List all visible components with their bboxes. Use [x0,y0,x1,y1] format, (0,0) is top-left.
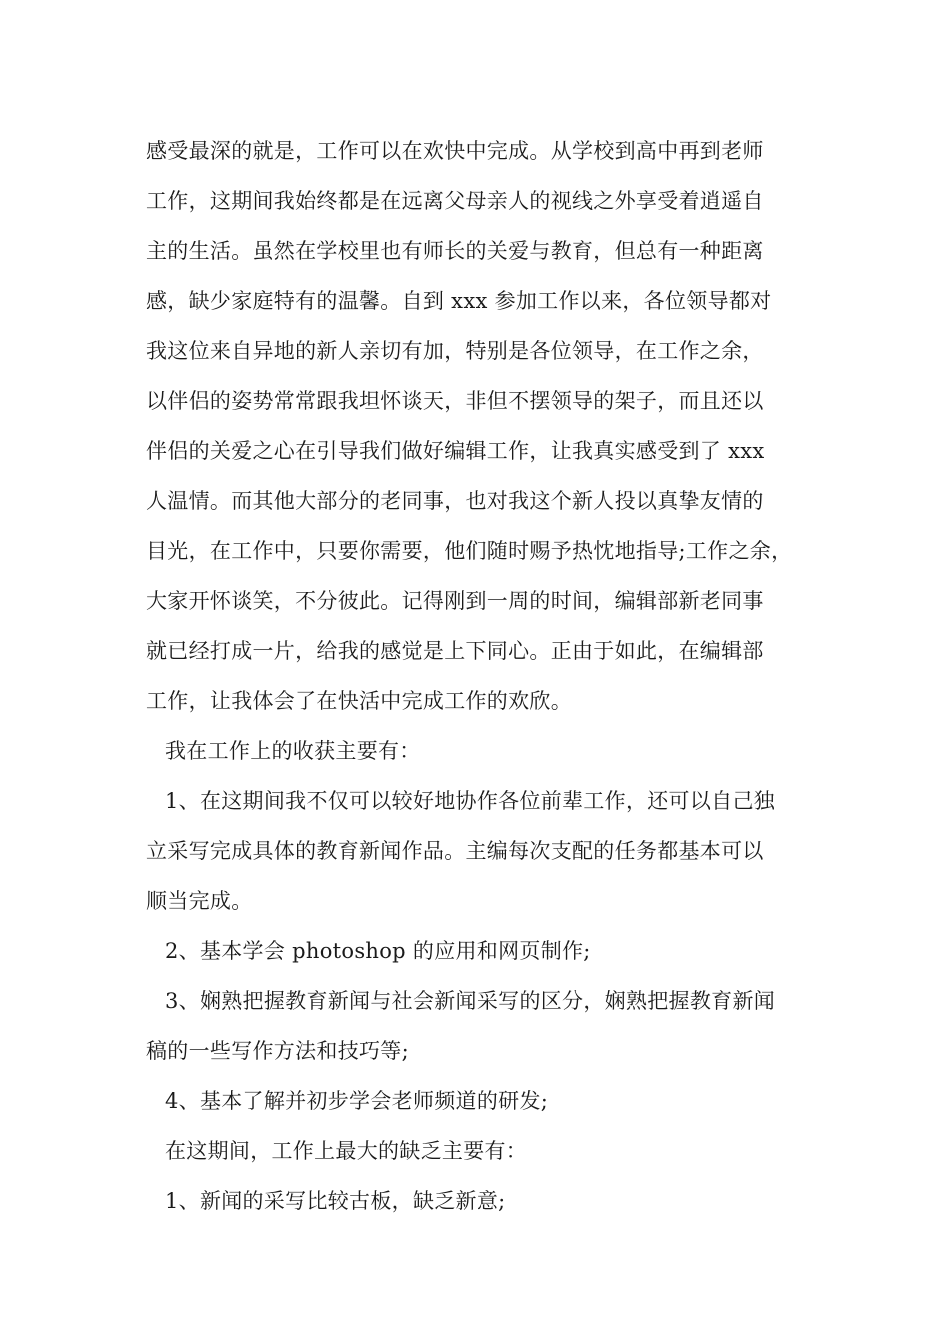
text-line: 目光，在工作中，只要你需要，他们随时赐予热忱地指导;工作之余， [146,539,793,563]
text-line: 1、新闻的采写比较古板，缺乏新意; [165,1189,506,1213]
text-line: 伴侣的关爱之心在引导我们做好编辑工作，让我真实感受到了 xxx [146,439,765,463]
text-line: 感，缺少家庭特有的温馨。自到 xxx 参加工作以来，各位领导都对 [146,289,772,313]
document-body [146,126,810,1226]
text-line: 大家开怀谈笑，不分彼此。记得刚到一周的时间，编辑部新老同事 [146,589,764,613]
text-line: 2、基本学会 photoshop 的应用和网页制作; [165,939,591,963]
text-line: 顺当完成。 [146,889,253,913]
text-line: 主的生活。虽然在学校里也有师长的关爱与教育，但总有一种距离 [146,239,764,263]
text-line: 以伴侣的姿势常常跟我坦怀谈天，非但不摆领导的架子，而且还以 [146,389,764,413]
text-line: 感受最深的就是，工作可以在欢快中完成。从学校到高中再到老师 [146,139,764,163]
text-line: 我在工作上的收获主要有： [165,739,421,763]
text-line: 3、娴熟把握教育新闻与社会新闻采写的区分，娴熟把握教育新闻 [165,989,776,1013]
text-line: 在这期间，工作上最大的缺乏主要有： [165,1139,528,1163]
text-line: 工作，这期间我始终都是在远离父母亲人的视线之外享受着逍遥自 [146,189,764,213]
text-line: 就已经打成一片，给我的感觉是上下同心。正由于如此，在编辑部 [146,639,764,663]
text-line: 稿的一些写作方法和技巧等; [146,1039,409,1063]
text-line: 我这位来自异地的新人亲切有加，特别是各位领导，在工作之余， [146,339,764,363]
text-line: 人温情。而其他大部分的老同事，也对我这个新人投以真挚友情的 [146,489,764,513]
text-line: 4、基本了解并初步学会老师频道的研发; [165,1089,549,1113]
text-line: 1、在这期间我不仅可以较好地协作各位前辈工作，还可以自己独 [165,789,776,813]
text-line: 工作，让我体会了在快活中完成工作的欢欣。 [146,689,572,713]
text-line: 立采写完成具体的教育新闻作品。主编每次支配的任务都基本可以 [146,839,764,863]
